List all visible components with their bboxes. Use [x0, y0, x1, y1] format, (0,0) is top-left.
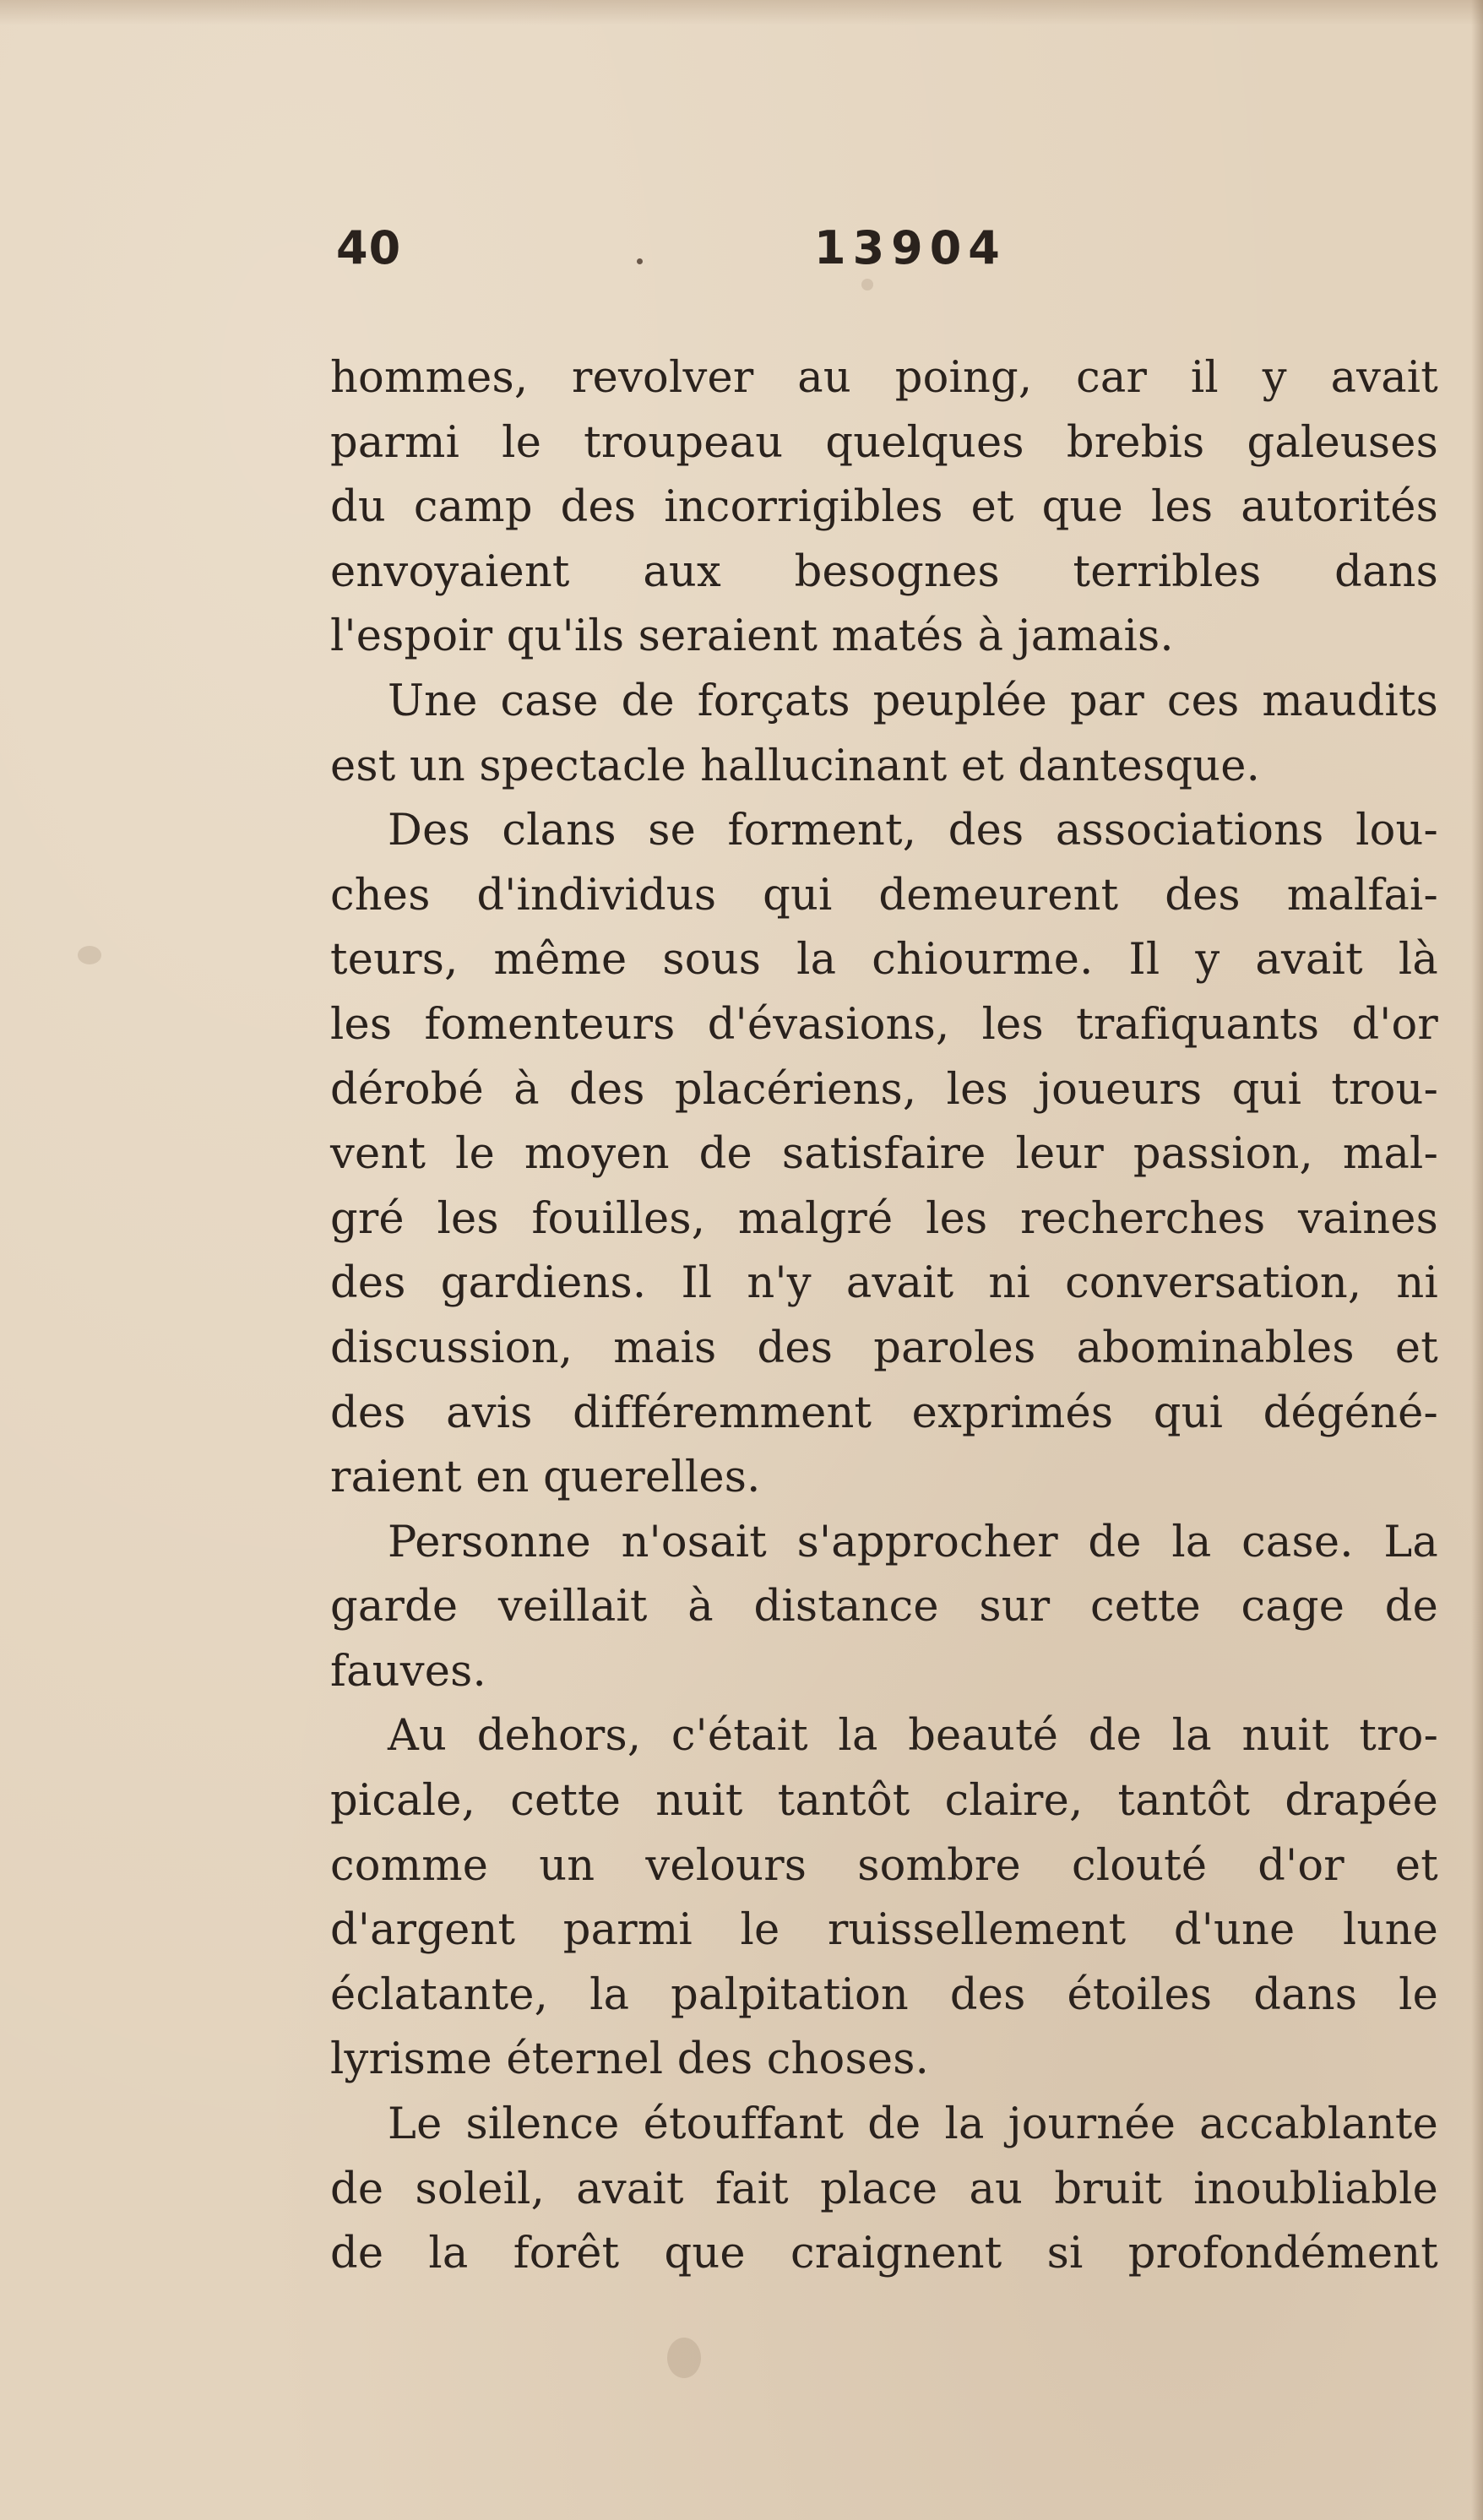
- text-line: les fomenteurs d'évasions, les trafiquants d'or: [330, 999, 1438, 1050]
- page-number: 40: [336, 221, 402, 274]
- text-line: parmi le troupeau quelques brebis galeuses: [330, 417, 1438, 468]
- header-dot: [637, 258, 643, 264]
- text-line: ches d'individus qui demeurent des malfai-: [330, 870, 1438, 921]
- paper-stain: [861, 279, 873, 291]
- paper-stain: [667, 2338, 701, 2378]
- running-head: [0, 221, 1483, 280]
- paper-stain: [78, 946, 101, 964]
- running-title: 13904: [814, 221, 1007, 274]
- text-line: vent le moyen de satisfaire leur passion, mal-: [330, 1129, 1438, 1180]
- text-line: discussion, mais des paroles abominables et: [330, 1322, 1438, 1373]
- text-line: Une case de forçats peuplée par ces maudits: [388, 676, 1438, 726]
- text-line: des gardiens. Il n'y avait ni conversation, ni: [330, 1258, 1438, 1309]
- text-line: Personne n'osait s'approcher de la case. La: [388, 1517, 1438, 1567]
- text-line: de soleil, avait fait place au bruit inoubliable: [330, 2164, 1438, 2214]
- text-line: Le silence étouffant de la journée accablante: [388, 2099, 1438, 2150]
- text-line: est un spectacle hallucinant et dantesque.: [330, 741, 1261, 791]
- page-right-edge: [1471, 0, 1483, 2520]
- text-line: fauves.: [330, 1646, 486, 1697]
- text-line: Au dehors, c'était la beauté de la nuit tro-: [388, 1711, 1438, 1762]
- text-line: raient en querelles.: [330, 1453, 761, 1503]
- text-line: hommes, revolver au poing, car il y avait: [330, 353, 1438, 403]
- text-line: garde veillait à distance sur cette cage de: [330, 1582, 1438, 1632]
- text-line: éclatante, la palpitation des étoiles dans le: [330, 1969, 1438, 2020]
- text-line: teurs, même sous la chiourme. Il y avait là: [330, 935, 1438, 986]
- text-line: envoyaient aux besognes terribles dans: [330, 546, 1438, 597]
- page-top-shadow: [0, 0, 1483, 25]
- text-line: de la forêt que craignent si profondément: [330, 2229, 1438, 2279]
- text-line: du camp des incorrigibles et que les autorités: [330, 482, 1438, 533]
- body-text: [330, 346, 1438, 2287]
- text-line: picale, cette nuit tantôt claire, tantôt drapée: [330, 1776, 1438, 1827]
- text-line: Des clans se forment, des associations lou-: [388, 806, 1438, 856]
- text-line: gré les fouilles, malgré les recherches vaines: [330, 1193, 1438, 1244]
- text-line: lyrisme éternel des choses.: [330, 2034, 929, 2085]
- text-line: d'argent parmi le ruissellement d'une lune: [330, 1905, 1438, 1956]
- text-line: comme un velours sombre clouté d'or et: [330, 1840, 1438, 1891]
- text-line: dérobé à des placériens, les joueurs qui trou-: [330, 1064, 1438, 1115]
- text-line: l'espoir qu'ils seraient matés à jamais.: [330, 611, 1174, 662]
- text-line: des avis différemment exprimés qui dégéné-: [330, 1388, 1438, 1438]
